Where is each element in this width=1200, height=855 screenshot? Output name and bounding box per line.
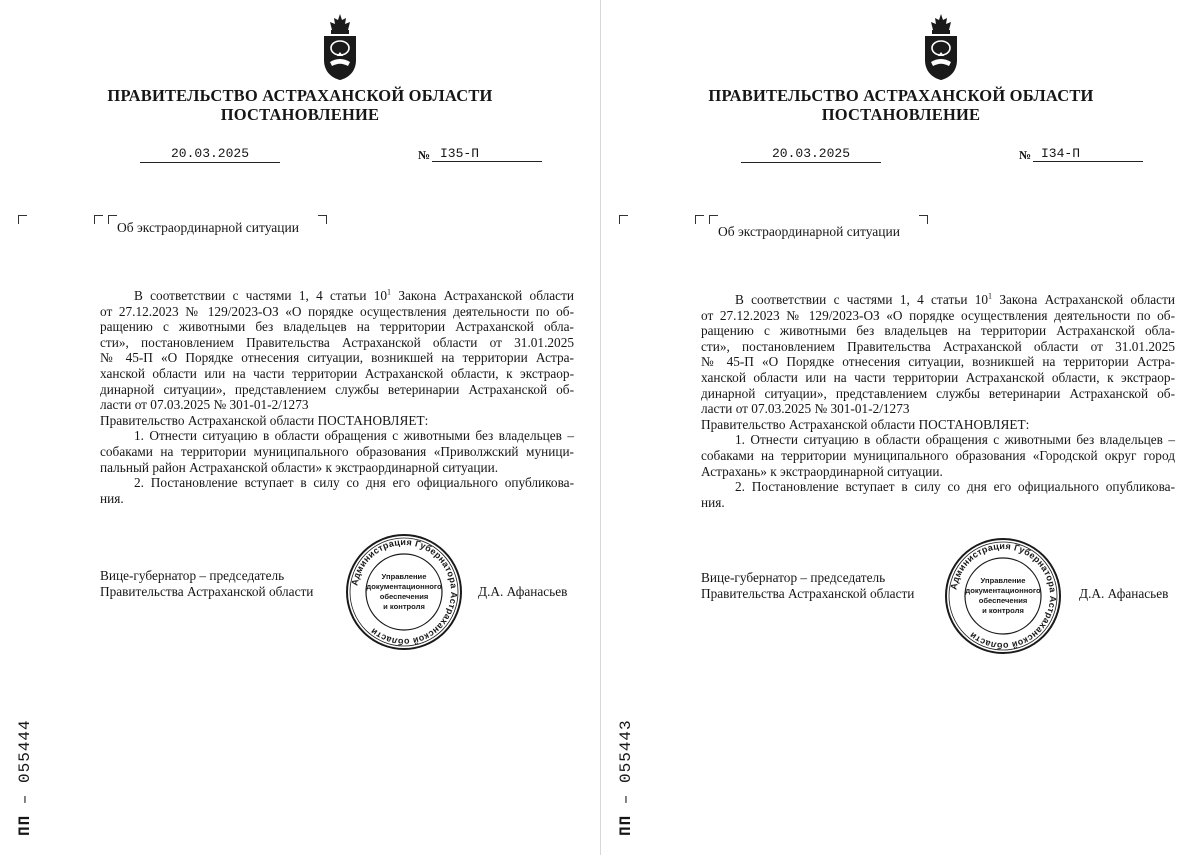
signer-position: Вице-губернатор – председатель Правительства Астраханской области (100, 568, 314, 599)
org-title: ПРАВИТЕЛЬСТВО АСТРАХАНСКОЙ ОБЛАСТИ (708, 86, 1094, 105)
coat-of-arms-icon (921, 12, 961, 82)
body-line: собаками на территории муниципального образования «Приволжский муници- (100, 443, 574, 459)
svg-text:документационного: документационного (366, 582, 442, 591)
body-line: ханской области или на части территории Астраханской области, к экстраор- (100, 365, 574, 381)
document-date: 20.03.2025 (140, 146, 280, 163)
decree-body (701, 292, 1175, 510)
document-number: I35-П (432, 146, 542, 162)
decree-statement: Правительство Астраханской области ПОСТАНОВЛЯЕТ: (701, 416, 1030, 432)
body-line: собаками на территории муниципального образования «Городской округ город (701, 447, 1175, 463)
svg-text:обеспечения: обеспечения (978, 596, 1028, 605)
body-line: ния. (701, 494, 725, 510)
official-seal (344, 532, 464, 652)
seal-ring-text: Администрация Губернатора Астраханской области (948, 540, 1059, 652)
seal-ring-text: Администрация Губернатора Астраханской области (349, 536, 460, 648)
subject-corner-mark (318, 215, 327, 224)
body-line: от 27.12.2023 № 129/2023-ОЗ «О порядке осуществления деятельности по об- (100, 303, 574, 319)
body-line: сти», постановлением Правительства Астраханской области от 31.01.2025 (701, 338, 1175, 354)
body-line: 1. Отнести ситуацию в области обращения с животными без владельцев – (134, 428, 574, 444)
document-heading (0, 86, 600, 124)
signer-name: Д.А. Афанасьев (1079, 586, 1169, 601)
org-title: ПРАВИТЕЛЬСТВО АСТРАХАНСКОЙ ОБЛАСТИ (107, 86, 493, 105)
doc-type: ПОСТАНОВЛЕНИЕ (220, 105, 380, 124)
form-serial-number: ПП – 055443 (617, 719, 635, 836)
body-line: 2. Постановление вступает в силу со дня его официального опубликова- (134, 475, 574, 491)
signer-name: Д.А. Афанасьев (478, 584, 568, 599)
svg-text:Управление: Управление (980, 576, 1026, 585)
body-line: ласти от 07.03.2025 № 301-01-2/1273 (100, 397, 309, 413)
document-heading (601, 86, 1200, 124)
decree-page-right (600, 0, 1200, 855)
subject-corner-mark (94, 215, 103, 224)
signer-position: Вице-губернатор – председатель Правительства Астраханской области (701, 570, 915, 601)
svg-text:и контроля: и контроля (383, 602, 425, 611)
body-line: ращению с животными без владельцев на территории Астраханской обла- (100, 319, 574, 335)
margin-corner-mark (619, 215, 628, 224)
subject-corner-mark (919, 215, 928, 224)
document-number: I34-П (1033, 146, 1143, 162)
body-line: сти», постановлением Правительства Астраханской области от 31.01.2025 (100, 334, 574, 350)
body-line: пальный район Астраханской области» к экстраординарной ситуации. (100, 459, 499, 475)
number-sign: № (1019, 148, 1032, 162)
body-line: динарной ситуации», представлением службы ветеринарии Астраханской об- (701, 385, 1175, 401)
body-line: № 45-П «О Порядке отнесения ситуации, возникшей на территории Астра- (701, 354, 1175, 370)
subject-corner-mark (695, 215, 704, 224)
subject-corner-mark (709, 215, 718, 224)
body-line: В соответствии с частями 1, 4 статьи $10^1$ Закона Астраханской области (134, 287, 574, 303)
body-line: Астрахань» к экстраординарной ситуации. (701, 463, 943, 479)
body-line: ращению с животными без владельцев на территории Астраханской обла- (701, 323, 1175, 339)
document-date: 20.03.2025 (741, 146, 881, 163)
doc-type: ПОСТАНОВЛЕНИЕ (821, 105, 981, 124)
margin-corner-mark (18, 215, 27, 224)
svg-text:документационного: документационного (965, 586, 1041, 595)
superscript: 1 (387, 287, 392, 297)
svg-text:Управление: Управление (381, 572, 427, 581)
form-serial-number: ПП – 055444 (16, 719, 34, 836)
body-line: динарной ситуации», представлением службы ветеринарии Астраханской об- (100, 381, 574, 397)
decree-subject: Об экстраординарной ситуации (117, 220, 299, 235)
subject-corner-mark (108, 215, 117, 224)
superscript: 1 (988, 291, 993, 301)
decree-body (100, 288, 574, 506)
body-line: 1. Отнести ситуацию в области обращения с животными без владельцев – (735, 432, 1175, 448)
official-seal (943, 536, 1063, 656)
body-line: 2. Постановление вступает в силу со дня его официального опубликова- (735, 479, 1175, 495)
body-line: № 45-П «О Порядке отнесения ситуации, возникшей на территории Астра- (100, 350, 574, 366)
body-line: ния. (100, 490, 124, 506)
decree-statement: Правительство Астраханской области ПОСТАНОВЛЯЕТ: (100, 412, 429, 428)
body-line: от 27.12.2023 № 129/2023-ОЗ «О порядке осуществления деятельности по об- (701, 307, 1175, 323)
number-sign: № (418, 148, 431, 162)
coat-of-arms-icon (320, 12, 360, 82)
svg-text:и контроля: и контроля (982, 606, 1024, 615)
body-line: ласти от 07.03.2025 № 301-01-2/1273 (701, 401, 910, 417)
body-line: ханской области или на части территории Астраханской области, к экстраор- (701, 369, 1175, 385)
decree-subject: Об экстраординарной ситуации (718, 224, 900, 239)
body-line: В соответствии с частями 1, 4 статьи $10^1$ Закона Астраханской области (735, 291, 1175, 307)
svg-text:обеспечения: обеспечения (379, 592, 429, 601)
